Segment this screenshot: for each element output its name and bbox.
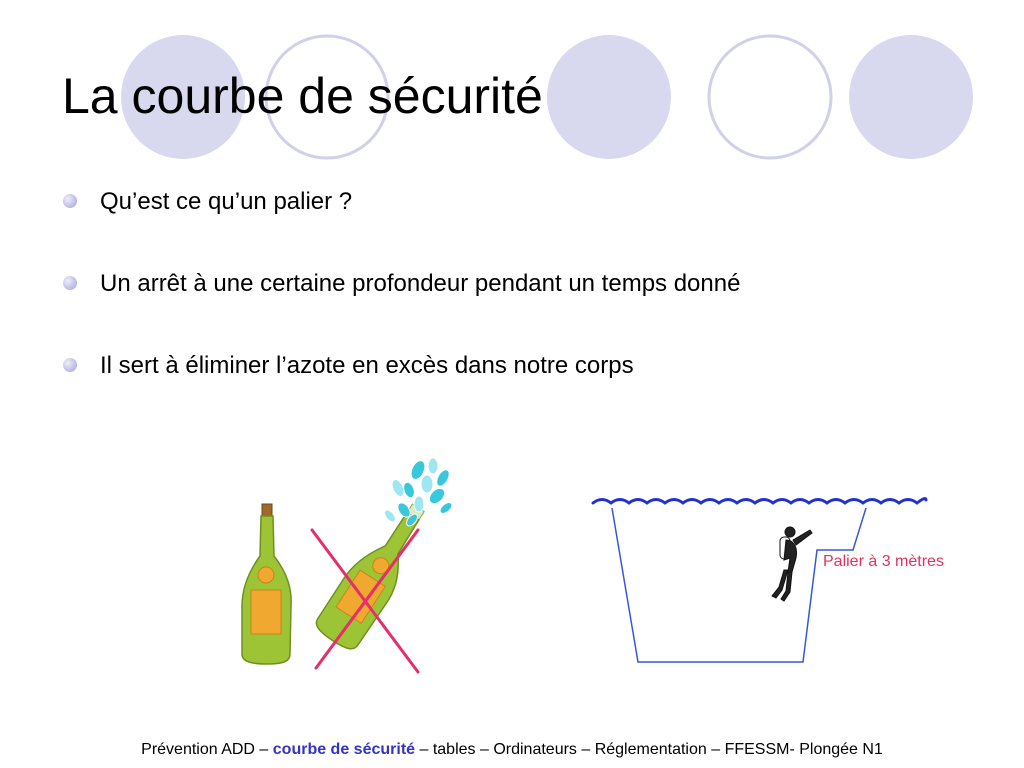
pool-outline	[612, 508, 866, 662]
water-surface	[593, 499, 926, 503]
bullet-text: Qu’est ce qu’un palier ?	[100, 188, 353, 215]
bullet-text: Il sert à éliminer l’azote en excès dans notre corps	[100, 352, 634, 379]
cross-icon	[312, 530, 418, 672]
palier-label: Palier à 3 mètres	[823, 553, 944, 570]
footer-text-end: – tables – Ordinateurs – Réglementation – FFESSM- Plongée N1	[415, 741, 883, 758]
footer	[0, 741, 1024, 759]
bullet-text: Un arrêt à une certaine profondeur pendant un temps donné	[100, 270, 741, 297]
slide-title: La courbe de sécurité	[62, 68, 543, 124]
diver-icon	[772, 527, 812, 601]
footer-highlight: courbe de sécurité	[272, 741, 416, 758]
bottle-upright-icon	[242, 504, 291, 664]
footer-text-start: Prévention ADD –	[141, 741, 273, 758]
